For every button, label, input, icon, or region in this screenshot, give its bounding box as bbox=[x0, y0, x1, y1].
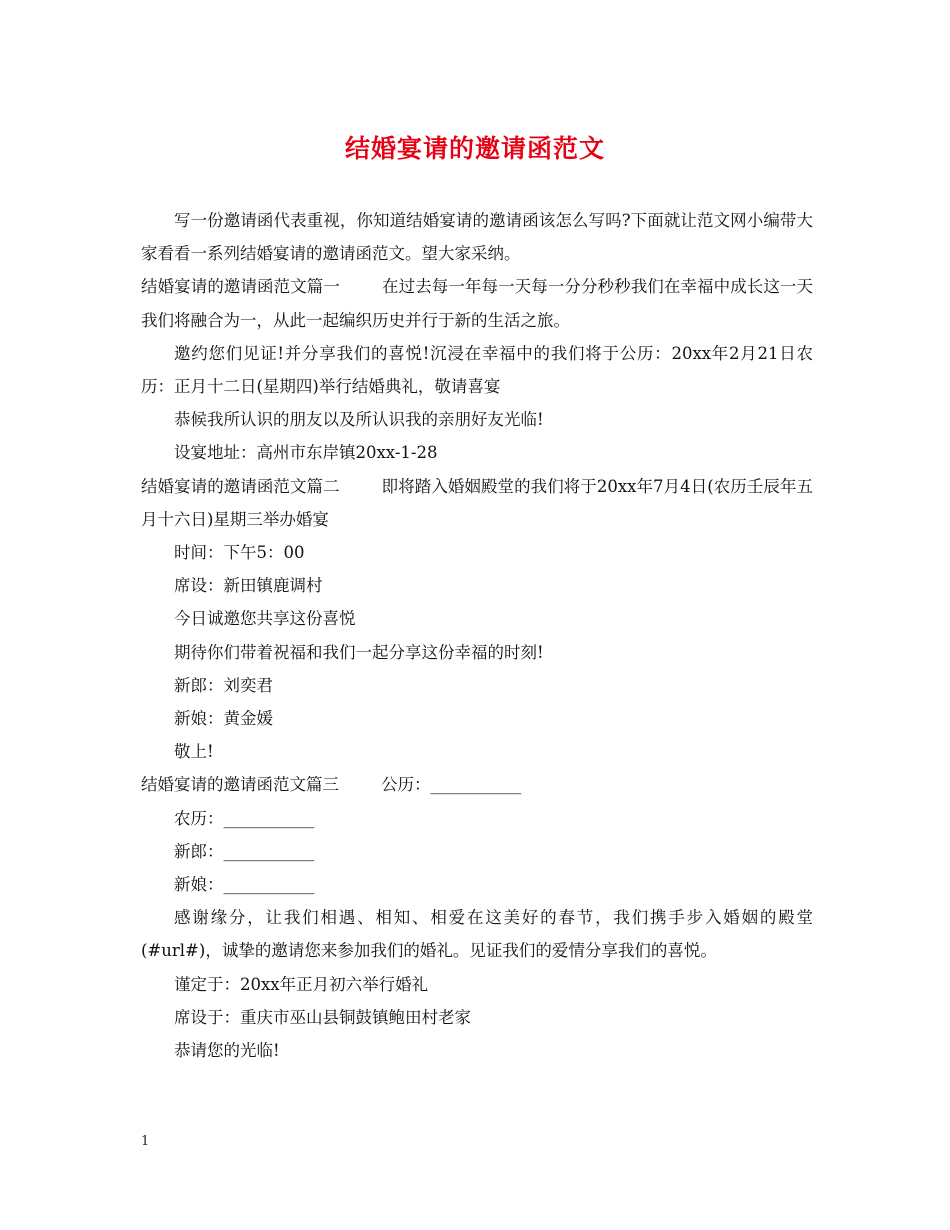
section-2-head bbox=[141, 470, 813, 536]
section-1-head bbox=[141, 270, 813, 336]
section-2-paragraph: 敬上! bbox=[174, 742, 214, 762]
section-1-paragraph: 设宴地址：高州市东岸镇20xx-1-28 bbox=[174, 443, 438, 463]
section-3-paragraph: 席设于：重庆市巫山县铜鼓镇鲍田村老家 bbox=[174, 1007, 471, 1027]
section-3-paragraph: 恭请您的光临! bbox=[174, 1041, 280, 1061]
section-3-paragraph: 感谢缘分，让我们相遇、相知、相爱在这美好的春节，我们携手步入婚姻的殿堂(#url#)，诚挚的邀请您来参加我们的婚礼。见证我们的爱情分享我们的喜悦。 bbox=[141, 908, 813, 961]
section-2-paragraph: 新娘：黄金媛 bbox=[174, 709, 273, 729]
section-3-heading: 结婚宴请的邀请函范文篇三 bbox=[141, 775, 339, 795]
section-3-paragraph: 新娘：___________ bbox=[174, 875, 315, 895]
document-body bbox=[141, 204, 813, 1067]
section-3-paragraph: 谨定于：20xx年正月初六举行婚礼 bbox=[174, 974, 429, 994]
section-2-heading: 结婚宴请的邀请函范文篇二 bbox=[141, 476, 340, 496]
section-1-paragraph: 邀约您们见证!并分享我们的喜悦!沉浸在幸福中的我们将于公历：20xx年2月21日农历：正月十二日(星期四)举行结婚典礼，敬请喜宴 bbox=[141, 343, 813, 397]
page-number: 1 bbox=[141, 1134, 150, 1149]
section-3-first-line: 公历：___________ bbox=[381, 775, 522, 795]
section-3-head bbox=[141, 768, 813, 801]
intro-paragraph: 写一份邀请函代表重视，你知道结婚宴请的邀请函该怎么写吗?下面就让范文网小编带大家看看一系列结婚宴请的邀请函范文。望大家采纳。 bbox=[141, 211, 813, 264]
section-1-heading: 结婚宴请的邀请函范文篇一 bbox=[141, 277, 340, 297]
section-3-paragraph: 农历：___________ bbox=[174, 808, 315, 828]
section-2-first-line: 即将踏入婚姻殿堂的我们将于20xx年7月4日(农历壬辰年五月十六日)星期三举办婚宴 bbox=[141, 476, 814, 529]
section-1-first-line: 在过去每一年每一天每一分分秒秒我们在幸福中成长这一天我们将融合为一，从此一起编织历史并行于新的生活之旅。 bbox=[141, 277, 814, 330]
section-2-paragraph: 新郎：刘奕君 bbox=[174, 675, 273, 695]
document-title: 结婚宴请的邀请函范文 bbox=[344, 134, 605, 163]
section-2-paragraph: 今日诚邀您共享这份喜悦 bbox=[174, 609, 356, 629]
section-2-paragraph: 席设：新田镇鹿调村 bbox=[174, 576, 323, 596]
section-3-paragraph: 新郎：___________ bbox=[174, 841, 315, 861]
section-1-paragraph: 恭候我所认识的朋友以及所认识我的亲朋好友光临! bbox=[174, 410, 544, 430]
section-2-paragraph: 期待你们带着祝福和我们一起分享这份幸福的时刻! bbox=[174, 642, 544, 662]
section-2-paragraph: 时间：下午5：00 bbox=[174, 543, 305, 563]
